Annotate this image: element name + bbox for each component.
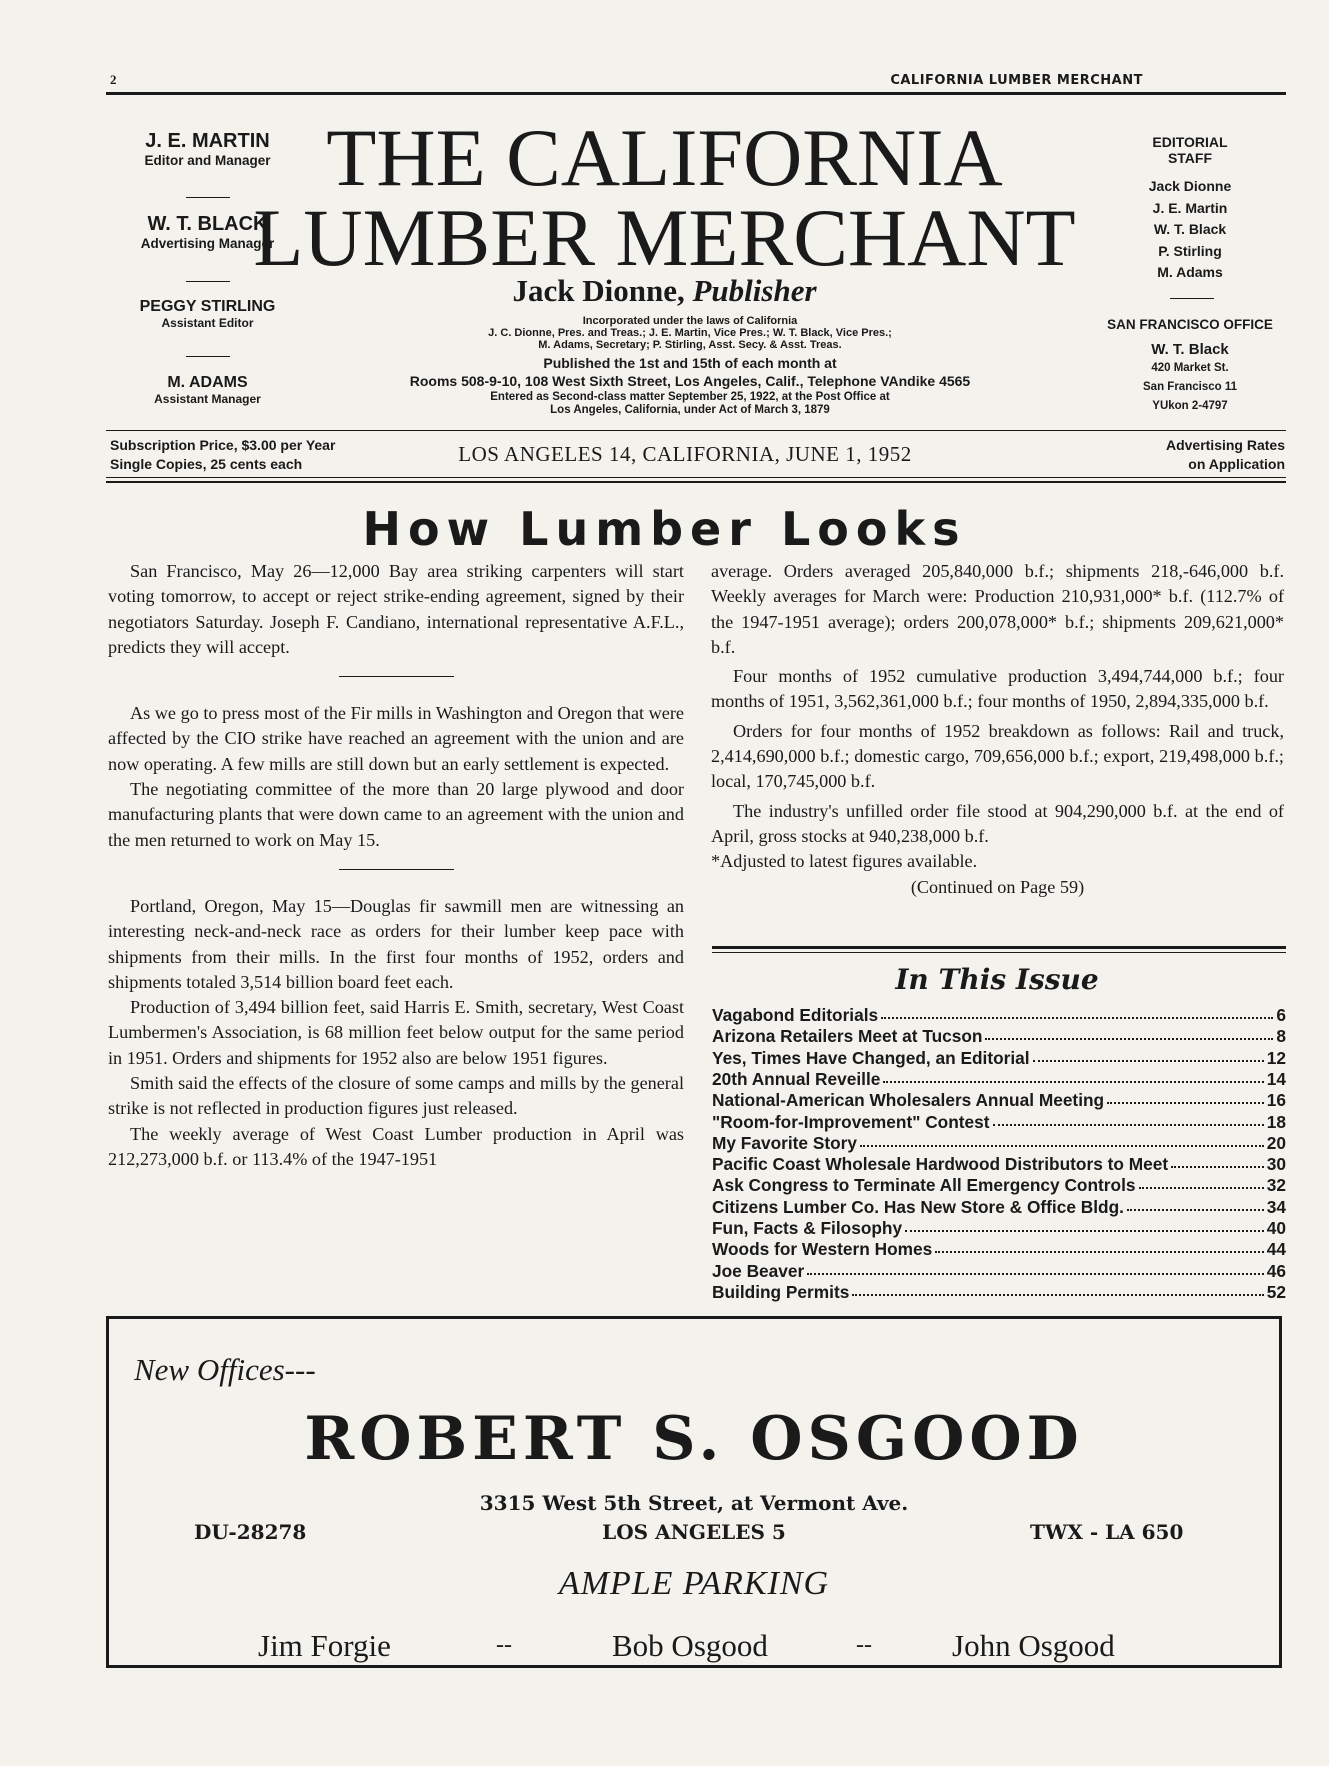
contents-item-title: Joe Beaver bbox=[712, 1260, 805, 1281]
ad-address-street: 3315 West 5th Street, at Vermont Ave. bbox=[479, 1491, 909, 1515]
continued-note: (Continued on Page 59) bbox=[910, 876, 1085, 897]
leader-dots bbox=[1033, 1048, 1264, 1062]
staff-role: Assistant Editor bbox=[161, 316, 254, 330]
masthead-line-1: THE CALIFORNIA bbox=[326, 112, 1003, 203]
contents-item bbox=[712, 1175, 1286, 1196]
editorial-member: M. Adams bbox=[1157, 264, 1223, 280]
contents-item-title: 20th Annual Reveille bbox=[712, 1068, 881, 1089]
article-paragraph: Smith said the effects of the closure of some camps and mills by the general strike is not reflected in production figures just released. bbox=[108, 1073, 684, 1119]
leader-dots bbox=[1171, 1154, 1264, 1168]
subscription-price: Subscription Price, $3.00 per Year bbox=[110, 437, 336, 453]
leader-dots bbox=[860, 1133, 1264, 1147]
publisher-title: Publisher bbox=[692, 273, 817, 308]
article-paragraph: The industry's unfilled order file stood at 904,290,000 b.f. at the end of April, gross stocks at 940,238,000 b.f. bbox=[711, 800, 1284, 846]
footnote: *Adjusted to latest figures available. bbox=[711, 851, 978, 872]
contents-item-page: 18 bbox=[1266, 1111, 1286, 1132]
address-line: Rooms 508-9-10, 108 West Sixth Street, Los Angeles, Calif., Telephone VAndike 4565 bbox=[409, 373, 971, 389]
masthead-line-2: LUMBER MERCHANT bbox=[253, 192, 1076, 283]
contents-item bbox=[712, 1048, 1286, 1069]
staff-name: PEGGY STIRLING bbox=[139, 298, 276, 315]
advertising-application: on Application bbox=[1188, 456, 1285, 472]
contents-item-title: My Favorite Story bbox=[712, 1132, 858, 1153]
leader-dots bbox=[993, 1112, 1264, 1126]
article-headline: How Lumber Looks bbox=[362, 502, 967, 556]
subscription-rule-bottom bbox=[106, 481, 1286, 483]
staff-divider bbox=[186, 356, 230, 357]
article-paragraph: As we go to press most of the Fir mills in Washington and Oregon that were affected by the CIO strike have reached an agreement with the union and are now operating. A few mills are still down but an early settlement is expected. bbox=[108, 703, 684, 774]
leader-dots bbox=[1127, 1197, 1264, 1211]
contents-item-page: 14 bbox=[1266, 1068, 1286, 1089]
subscription-rule-top bbox=[106, 430, 1286, 431]
article-paragraph: average. Orders averaged 205,840,000 b.f.; shipments 218,-646,000 b.f. Weekly averages for March were: Production 210,931,000* b.f. (112.7% of the 1947-1951 average); orders 200,078,000* b.f.; shipments 209,621,000* b.f. bbox=[711, 561, 1284, 657]
publisher-name: Jack Dionne, bbox=[512, 273, 685, 308]
article-paragraph: The negotiating committee of the more than 20 large plywood and door manufacturing plants that were down came to an agreement with the union and the men returned to work on May 15. bbox=[108, 779, 684, 850]
ad-address-city: LOS ANGELES 5 bbox=[602, 1520, 786, 1544]
contents-item-page: 44 bbox=[1266, 1239, 1286, 1260]
ad-person: John Osgood bbox=[952, 1628, 1115, 1663]
ad-separator: -- bbox=[856, 1632, 872, 1658]
dateline: LOS ANGELES 14, CALIFORNIA, JUNE 1, 1952 bbox=[458, 442, 912, 466]
contents-item-page: 6 bbox=[1276, 1005, 1286, 1025]
editorial-title-2: STAFF bbox=[1167, 150, 1213, 166]
article-paragraph: San Francisco, May 26—12,000 Bay area striking carpenters will start voting tomorrow, to accept or reject strike-ending agreement, signed by their negotiators Saturday. Joseph F. Candiano, international representative A.F.L., predicts they will accept. bbox=[108, 561, 684, 657]
leader-dots bbox=[905, 1218, 1264, 1232]
published-line: Published the 1st and 15th of each month at bbox=[543, 355, 837, 371]
article-paragraph: Orders for four months of 1952 breakdown as follows: Rail and truck, 2,414,690,000 b.f.; domestic cargo, 709,656,000 b.f.; export, 219,498,000 b.f.; local, 170,745,000 b.f. bbox=[711, 720, 1284, 792]
running-header-title: CALIFORNIA LUMBER MERCHANT bbox=[890, 73, 1143, 88]
editorial-member: P. Stirling bbox=[1158, 242, 1222, 259]
contents-item-page: 30 bbox=[1266, 1154, 1286, 1175]
contents-item-title: Pacific Coast Wholesale Hardwood Distributors to Meet bbox=[712, 1154, 1169, 1175]
contents-item bbox=[712, 1005, 1286, 1026]
editorial-member: Jack Dionne bbox=[1148, 178, 1232, 194]
contents-item-title: Ask Congress to Terminate All Emergency Controls bbox=[712, 1175, 1136, 1196]
article-paragraph: Portland, Oregon, May 15—Douglas fir sawmill men are witnessing an interesting neck-and-neck race as orders for their lumber keep pace with shipments from their mills. In the first four months of 1952, orders and shipments totaled 3,514 billion board feet each. bbox=[108, 895, 684, 992]
leader-dots bbox=[883, 1069, 1263, 1083]
officers-line-1: J. C. Dionne, Pres. and Treas.; J. E. Martin, Vice Pres.; W. T. Black, Vice Pres.; bbox=[488, 327, 892, 339]
article-paragraph: Production of 3,494 billion feet, said Harris E. Smith, secretary, West Coast Lumbermen's Association, is 68 million feet below output for the same period in 1951. Orders and shipments for 1952 also are below 1951 figures. bbox=[108, 997, 684, 1068]
contents-item-page: 40 bbox=[1266, 1218, 1286, 1238]
contents-item-page: 8 bbox=[1276, 1026, 1286, 1047]
staff-role: Editor and Manager bbox=[144, 153, 271, 168]
contents-item-title: Arizona Retailers Meet at Tucson bbox=[712, 1026, 983, 1047]
section-separator bbox=[339, 676, 454, 677]
article-left-column bbox=[108, 559, 684, 1172]
sf-office-street: 420 Market St. bbox=[1151, 362, 1229, 374]
staff-name: M. ADAMS bbox=[167, 374, 248, 391]
staff-role: Assistant Manager bbox=[154, 392, 261, 406]
contents-item-title: Building Permits bbox=[712, 1281, 850, 1302]
incorporation-line: Incorporated under the laws of California bbox=[582, 315, 798, 327]
contents-item bbox=[712, 1090, 1286, 1111]
section-separator bbox=[339, 869, 454, 870]
editorial-staff-list bbox=[1120, 176, 1260, 284]
leader-dots bbox=[881, 1005, 1273, 1019]
article-paragraph: The weekly average of West Coast Lumber production in April was 212,273,000 b.f. or 113.4% of the 1947-1951 bbox=[108, 1123, 684, 1169]
sf-office-phone: YUkon 2-4797 bbox=[1152, 400, 1228, 412]
contents-item-title: Yes, Times Have Changed, an Editorial bbox=[712, 1047, 1030, 1068]
contents-item bbox=[712, 1282, 1286, 1303]
entered-line-2: Los Angeles, California, under Act of March 3, 1879 bbox=[550, 404, 830, 416]
ad-company-name: ROBERT S. OSGOOD bbox=[304, 1404, 1084, 1474]
contents-item bbox=[712, 1026, 1286, 1047]
contents-item bbox=[712, 1197, 1286, 1218]
officers-line-2: M. Adams, Secretary; P. Stirling, Asst. Secy. & Asst. Treas. bbox=[538, 339, 842, 351]
single-copy-price: Single Copies, 25 cents each bbox=[110, 456, 303, 472]
entered-line-1: Entered as Second-class matter September 25, 1922, at the Post Office at bbox=[490, 391, 890, 403]
staff-name: J. E. MARTIN bbox=[145, 130, 270, 152]
ad-person: Bob Osgood bbox=[612, 1628, 768, 1663]
leader-dots bbox=[852, 1282, 1263, 1296]
header-rule bbox=[106, 92, 1286, 95]
contents-item-page: 32 bbox=[1266, 1175, 1286, 1196]
editorial-staff-title bbox=[1120, 134, 1260, 166]
contents-item bbox=[712, 1261, 1286, 1282]
contents-item-page: 52 bbox=[1266, 1281, 1286, 1302]
staff-divider bbox=[1170, 298, 1214, 299]
contents-item bbox=[712, 1069, 1286, 1090]
staff-role: Advertising Manager bbox=[140, 236, 275, 251]
contents-item bbox=[712, 1239, 1286, 1260]
contents-item-page: 12 bbox=[1266, 1047, 1286, 1068]
ad-heading: New Offices--- bbox=[134, 1352, 316, 1387]
leader-dots bbox=[985, 1026, 1273, 1040]
ad-person: Jim Forgie bbox=[258, 1628, 391, 1663]
contents-item-page: 34 bbox=[1266, 1196, 1286, 1217]
contents-item-page: 20 bbox=[1266, 1132, 1286, 1153]
contents-item-title: Vagabond Editorials bbox=[712, 1005, 879, 1025]
contents-item-title: Fun, Facts & Filosophy bbox=[712, 1218, 903, 1238]
article-paragraph: Four months of 1952 cumulative production 3,494,744,000 b.f.; four months of 1951, 3,562,361,000 b.f.; four months of 1950, 2,894,335,000 b.f. bbox=[711, 666, 1284, 712]
staff-name: W. T. BLACK bbox=[147, 213, 268, 235]
ad-twx: TWX - LA 650 bbox=[1030, 1520, 1184, 1544]
contents-item-page: 46 bbox=[1266, 1260, 1286, 1281]
sf-office-details bbox=[1120, 340, 1260, 416]
leader-dots bbox=[935, 1239, 1264, 1253]
contents-item bbox=[712, 1133, 1286, 1154]
editorial-member: W. T. Black bbox=[1153, 221, 1227, 237]
sf-office-name: W. T. Black bbox=[1151, 341, 1229, 358]
contents-item bbox=[712, 1112, 1286, 1133]
sf-office-city: San Francisco 11 bbox=[1143, 381, 1237, 393]
contents-rule-top bbox=[712, 946, 1286, 949]
ad-parking: AMPLE PARKING bbox=[558, 1565, 830, 1602]
subscription-rule-mid bbox=[106, 477, 1286, 478]
contents-item-title: Citizens Lumber Co. Has New Store & Office Bldg. bbox=[712, 1196, 1124, 1217]
contents-rule-bottom bbox=[712, 952, 1286, 953]
editorial-title-1: EDITORIAL bbox=[1152, 134, 1228, 150]
ad-phone: DU-28278 bbox=[194, 1520, 307, 1544]
staff-left-4 bbox=[110, 374, 305, 406]
advertising-rates: Advertising Rates bbox=[1165, 437, 1285, 453]
contents-item bbox=[712, 1218, 1286, 1239]
contents-item bbox=[712, 1154, 1286, 1175]
ad-separator: -- bbox=[496, 1632, 512, 1658]
contents-item-title: "Room-for-Improvement" Contest bbox=[712, 1111, 990, 1132]
contents-item-page: 16 bbox=[1266, 1090, 1286, 1111]
contents-title: In This Issue bbox=[895, 963, 1099, 996]
leader-dots bbox=[807, 1261, 1264, 1275]
page-number: 2 bbox=[110, 72, 117, 87]
leader-dots bbox=[1139, 1175, 1264, 1189]
contents-item-title: National-American Wholesalers Annual Meeting bbox=[712, 1090, 1105, 1111]
editorial-member: J. E. Martin bbox=[1152, 199, 1228, 216]
sf-office-title: SAN FRANCISCO OFFICE bbox=[1107, 317, 1273, 332]
article-right-column bbox=[711, 559, 1284, 900]
leader-dots bbox=[1107, 1090, 1264, 1104]
contents-item-title: Woods for Western Homes bbox=[712, 1239, 933, 1260]
